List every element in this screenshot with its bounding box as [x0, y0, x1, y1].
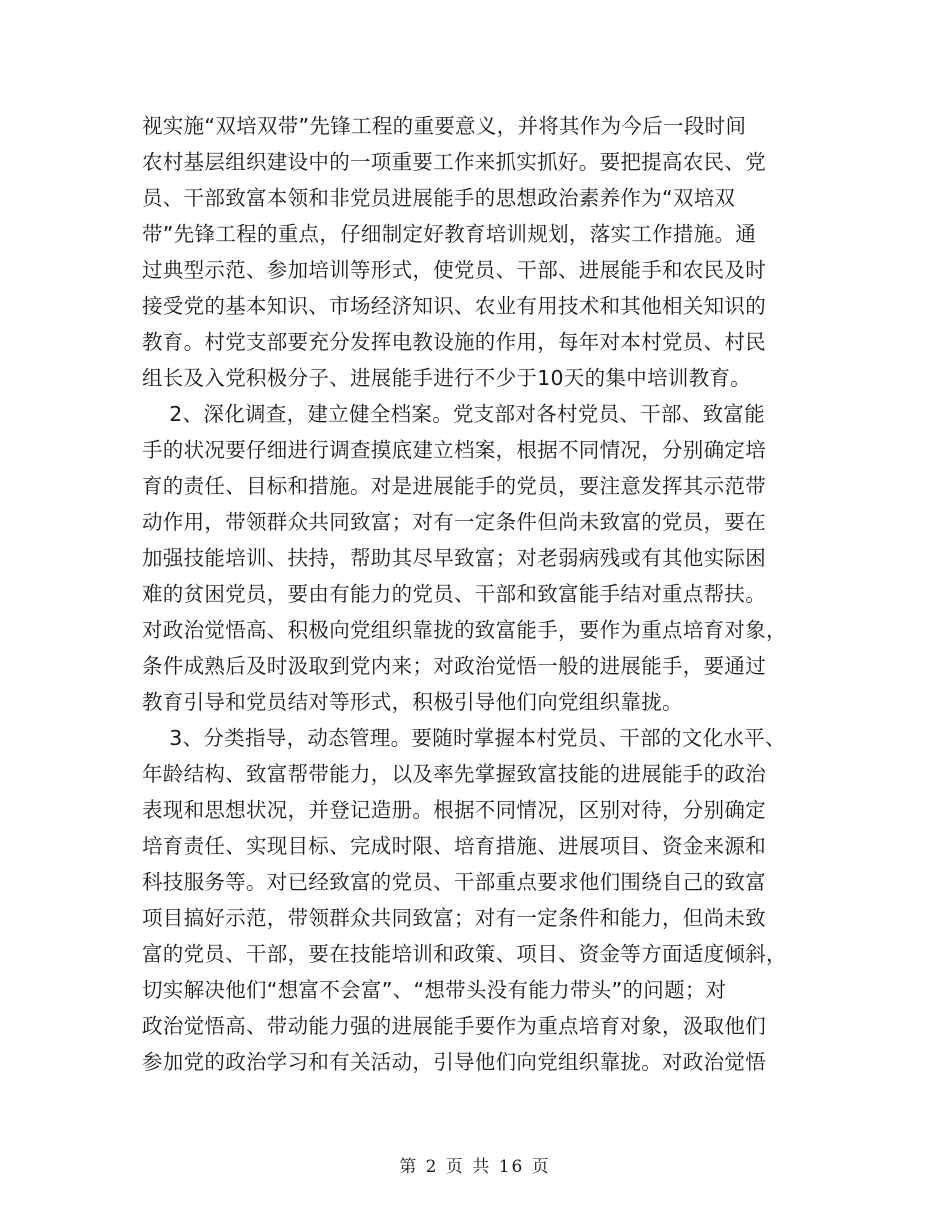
text-line: 科技服务等。对已经致富的党员、干部重点要求他们围绕自己的致富: [142, 870, 766, 894]
text-line: 手的状况要仔细进行调查摸底建立档案，根据不同情况，分别确定培: [142, 438, 766, 462]
text-line: 过典型示范、参加培训等形式，使党员、干部、进展能手和农民及时: [142, 258, 766, 282]
text-line: 富的党员、干部，要在技能培训和政策、项目、资金等方面适度倾斜，: [142, 942, 787, 966]
text-line: 项目搞好示范，带领群众共同致富；对有一定条件和能力，但尚未致: [142, 906, 766, 930]
text-line: 组长及入党积极分子、进展能手进行不少于10天的集中培训教育。: [142, 366, 752, 390]
text-line: 表现和思想状况，并登记造册。根据不同情况，区别对待，分别确定: [142, 798, 766, 822]
text-line: 政治觉悟高、带动能力强的进展能手要作为重点培育对象，汲取他们: [142, 1014, 766, 1038]
text-line: 教育引导和党员结对等形式，积极引导他们向党组织靠拢。: [142, 690, 683, 714]
text-line: 接受党的基本知识、市场经济知识、农业有用技术和其他相关知识的: [142, 294, 766, 318]
text-line: 年龄结构、致富帮带能力，以及率先掌握致富技能的进展能手的政治: [142, 762, 766, 786]
text-line: 参加党的政治学习和有关活动，引导他们向党组织靠拢。对政治觉悟: [142, 1050, 766, 1074]
text-line: 3、分类指导，动态管理。要随时掌握本村党员、干部的文化水平、: [142, 726, 786, 750]
text-line: 教育。村党支部要充分发挥电教设施的作用，每年对本村党员、村民: [142, 330, 766, 354]
text-line: 加强技能培训、扶持，帮助其尽早致富；对老弱病残或有其他实际困: [142, 546, 766, 570]
text-line: 难的贫困党员，要由有能力的党员、干部和致富能手结对重点帮扶。: [142, 582, 766, 606]
text-line: 培育责任、实现目标、完成时限、培育措施、进展项目、资金来源和: [142, 834, 766, 858]
text-line: 农村基层组织建设中的一项重要工作来抓实抓好。要把提高农民、党: [142, 150, 766, 174]
body-text: [142, 108, 822, 1080]
text-line: 带”先锋工程的重点，仔细制定好教育培训规划，落实工作措施。通: [142, 222, 757, 246]
page-number-footer: 第 2 页 共 16 页: [399, 1157, 551, 1177]
text-line: 切实解决他们“想富不会富”、“想带头没有能力带头”的问题；对: [142, 978, 727, 1002]
text-line: 员、干部致富本领和非党员进展能手的思想政治素养作为“双培双: [142, 186, 736, 210]
text-line: 2、深化调查，建立健全档案。党支部对各村党员、干部、致富能: [142, 402, 766, 426]
text-line: 育的责任、目标和措施。对是进展能手的党员，要注意发挥其示范带: [142, 474, 766, 498]
text-line: 动作用，带领群众共同致富；对有一定条件但尚未致富的党员，要在: [142, 510, 766, 534]
text-line: 视实施“双培双带”先锋工程的重要意义，并将其作为今后一段时间: [142, 114, 747, 138]
text-line: 对政治觉悟高、积极向党组织靠拢的致富能手，要作为重点培育对象，: [142, 618, 787, 642]
text-line: 条件成熟后及时汲取到党内来；对政治觉悟一般的进展能手，要通过: [142, 654, 766, 678]
